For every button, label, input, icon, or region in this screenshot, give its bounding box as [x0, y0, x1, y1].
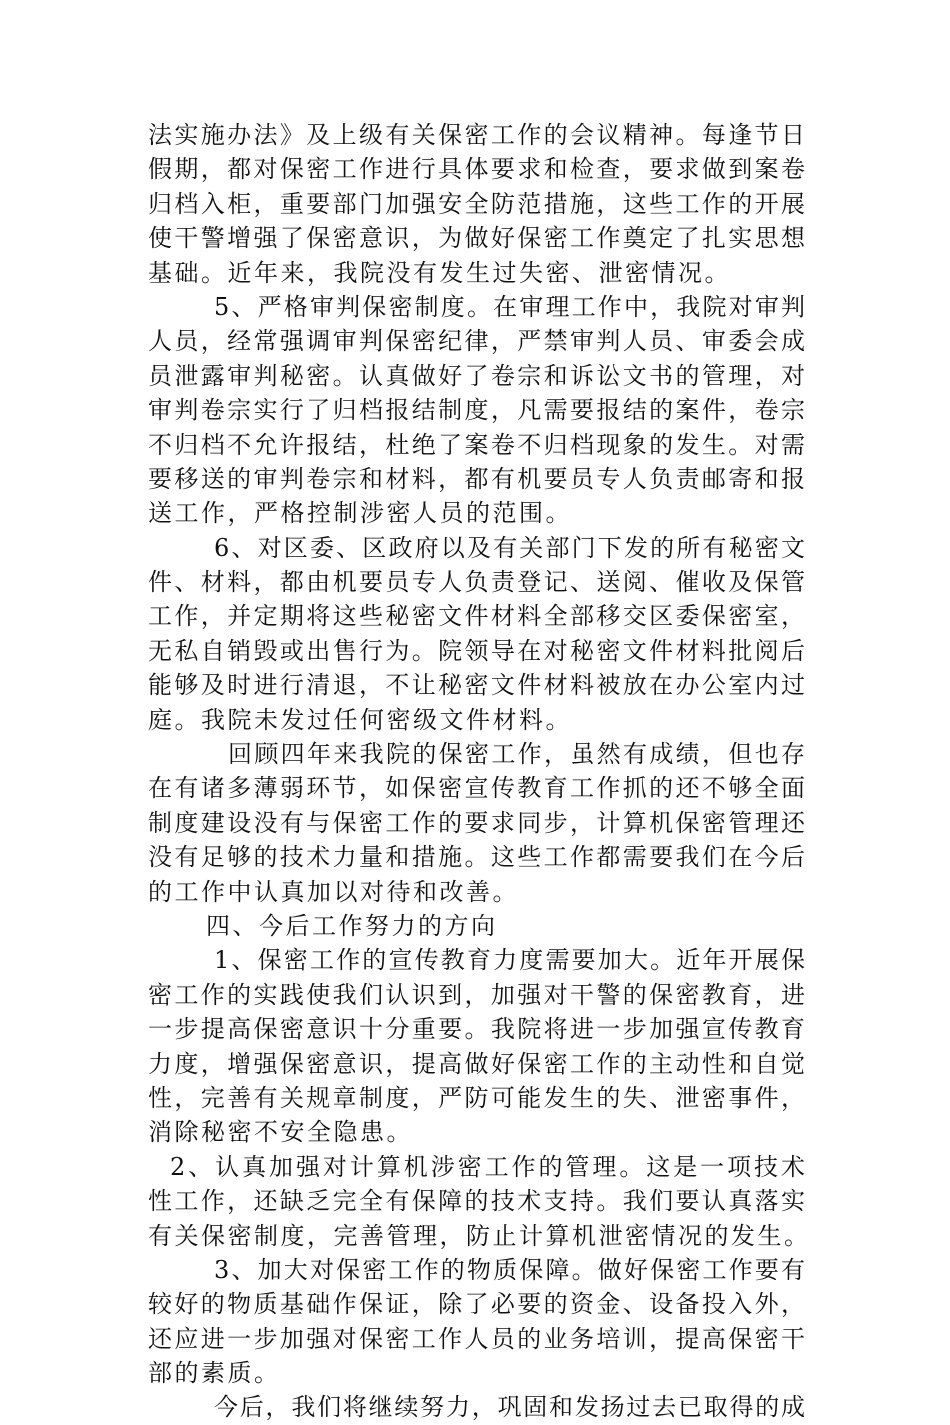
- text-line: 的工作中认真加以对待和改善。: [148, 877, 519, 906]
- text-line: 6、对区委、区政府以及有关部门下发的所有秘密文: [214, 533, 805, 562]
- text-line: 无私自销毁或出售行为。院领导在对秘密文件材料批阅后: [148, 636, 805, 665]
- text-line: 性工作，还缺乏完全有保障的技术支持。我们要认真落实: [148, 1187, 805, 1216]
- text-line: 使干警增强了保密意识，为做好保密工作奠定了扎实思想: [148, 224, 805, 253]
- text-line: 较好的物质基础作保证，除了必要的资金、设备投入外，: [148, 1290, 805, 1319]
- text-line: 今后，我们将继续努力，巩固和发扬过去已取得的成: [214, 1393, 805, 1422]
- text-line: 部的素质。: [148, 1359, 281, 1388]
- text-line: 没有足够的技术力量和措施。这些工作都需要我们在今后: [148, 843, 805, 872]
- text-line: 不归档不允许报结，杜绝了案卷不归档现象的发生。对需: [148, 430, 805, 459]
- text-line: 性，完善有关规章制度，严防可能发生的失、泄密事件，: [148, 1083, 805, 1112]
- text-line: 件、材料，都由机要员专人负责登记、送阅、催收及保管: [148, 568, 805, 597]
- text-line: 在有诸多薄弱环节，如保密宣传教育工作抓的还不够全面: [148, 774, 805, 803]
- text-line: 能够及时进行清退，不让秘密文件材料被放在办公室内过: [148, 671, 805, 700]
- document-page: [148, 118, 811, 1425]
- text-line: 密工作的实践使我们认识到，加强对干警的保密教育，进: [148, 980, 805, 1009]
- text-line: 审判卷宗实行了归档报结制度，凡需要报结的案件，卷宗: [148, 396, 805, 425]
- text-line: 消除秘密不安全隐患。: [148, 1118, 413, 1147]
- text-line: 员泄露审判秘密。认真做好了卷宗和诉讼文书的管理，对: [148, 361, 805, 390]
- text-line: 四、今后工作努力的方向: [206, 911, 498, 940]
- text-line: 1、保密工作的宣传教育力度需要加大。近年开展保: [214, 946, 805, 975]
- text-line: 制度建设没有与保密工作的要求同步，计算机保密管理还: [148, 808, 805, 837]
- text-line: 有关保密制度，完善管理，防止计算机泄密情况的发生。: [148, 1221, 811, 1250]
- text-line: 归档入柜，重要部门加强安全防范措施，这些工作的开展: [148, 189, 805, 218]
- text-line: 5、严格审判保密制度。在审理工作中，我院对审判: [214, 292, 805, 321]
- text-line: 2、认真加强对计算机涉密工作的管理。这是一项技术: [170, 1152, 805, 1181]
- text-line: 基础。近年来，我院没有发生过失密、泄密情况。: [148, 258, 731, 287]
- text-line: 还应进一步加强对保密工作人员的业务培训，提高保密干: [148, 1324, 805, 1353]
- text-line: 一步提高保密意识十分重要。我院将进一步加强宣传教育: [148, 1015, 805, 1044]
- text-line: 法实施办法》及上级有关保密工作的会议精神。每逢节日: [148, 121, 805, 149]
- text-line: 假期，都对保密工作进行具体要求和检查，要求做到案卷: [148, 155, 805, 184]
- text-line: 庭。我院未发过任何密级文件材料。: [148, 705, 572, 734]
- text-line: 工作，并定期将这些秘密文件材料全部移交区委保密室，: [148, 602, 805, 631]
- text-line: 人员，经常强调审判保密纪律，严禁审判人员、审委会成: [148, 327, 805, 356]
- text-line: 回顾四年来我院的保密工作，虽然有成绩，但也存: [228, 740, 805, 769]
- text-line: 要移送的审判卷宗和材料，都有机要员专人负责邮寄和报: [148, 464, 805, 493]
- text-line: 3、加大对保密工作的物质保障。做好保密工作要有: [214, 1255, 805, 1284]
- text-line: 送工作，严格控制涉密人员的范围。: [148, 499, 572, 528]
- text-line: 力度，增强保密意识，提高做好保密工作的主动性和自觉: [148, 1049, 805, 1078]
